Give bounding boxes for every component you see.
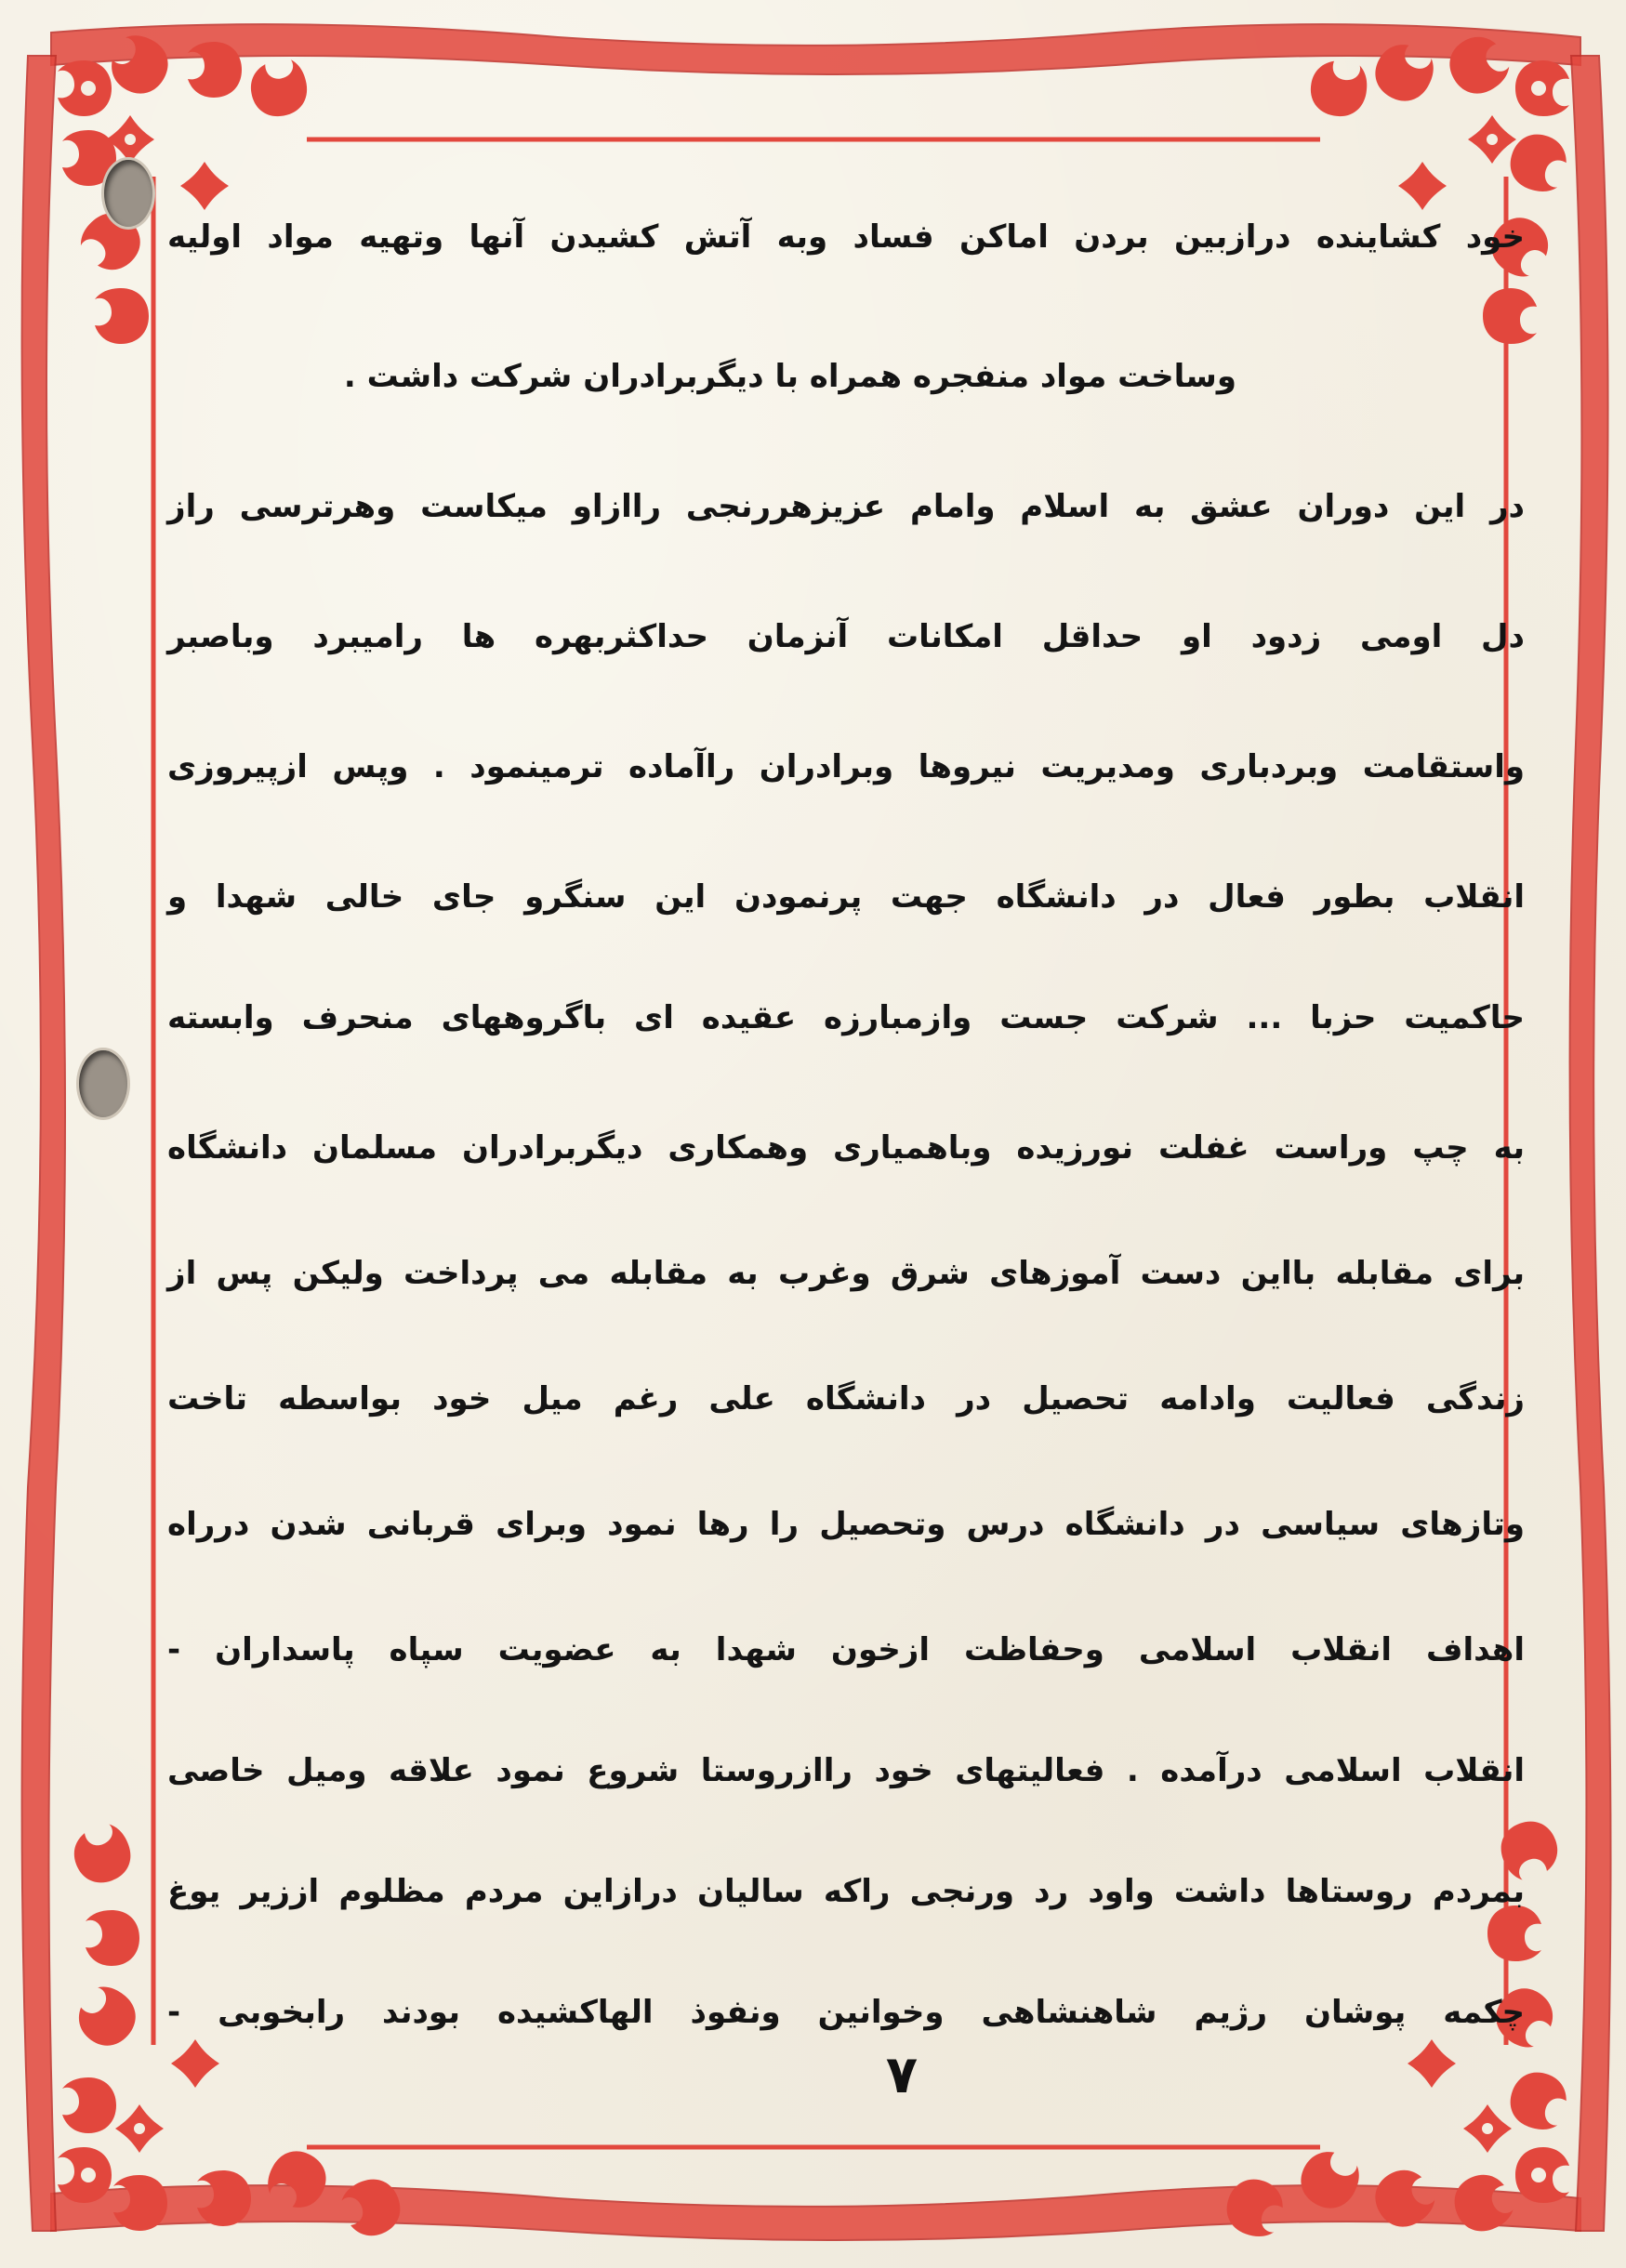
text-line: خود کشاینده درازبین بردن اماکن فساد وبه آتش کشیدن آنها وتهیه مواد اولیه xyxy=(167,218,1525,256)
text-line: حاکمیت حزبا ... شرکت جست وازمبارزه عقیده ای باگروههای منحرف وابسته xyxy=(167,999,1525,1036)
text-line: دل اومی زدود او حداقل امکانات آنزمان حداکثربهره ها رامیبرد وباصبر xyxy=(167,618,1525,655)
punch-hole-top xyxy=(104,160,152,227)
text-line: بمردم روستاها داشت واود رد ورنجی راکه سالیان درازاین مردم مظلوم اززیر یوغ xyxy=(167,1873,1525,1910)
punch-hole-middle xyxy=(79,1050,127,1117)
text-line: انقلاب اسلامی درآمده . فعالیتهای خود راازروستا شروع نمود علاقه ومیل خاصی xyxy=(167,1752,1525,1789)
text-line: به چپ وراست غفلت نورزیده وباهمیاری وهمکاری دیگربرادران مسلمان دانشگاه xyxy=(167,1129,1525,1167)
page-number: ۷ xyxy=(885,2045,919,2105)
text-line: زندگی فعالیت وادامه تحصیل در دانشگاه علی رغم میل خود بواسطه تاخت xyxy=(167,1380,1525,1418)
text-line: وساخت مواد منفجره همراه با دیگربرادران شرکت داشت . xyxy=(343,358,1236,395)
text-line: انقلاب بطور فعال در دانشگاه جهت پرنمودن این سنگرو جای خالی شهدا و xyxy=(167,878,1525,916)
text-line: واستقامت وبردباری ومدیریت نیروها وبرادران راآماده ترمینمود . وپس ازپیروزی xyxy=(167,748,1525,785)
text-line: برای مقابله بااین دست آموزهای شرق وغرب به مقابله می پرداخت ولیکن پس از xyxy=(167,1255,1525,1292)
text-line: چکمه پوشان رژیم شاهنشاهی وخوانین ونفوذ الهاکشیده بودند رابخوبی - xyxy=(167,1994,1525,2031)
text-line: وتازهای سیاسی در دانشگاه درس وتحصیل را رها نمود وبرای قربانی شدن درراه xyxy=(167,1506,1525,1543)
text-line: اهداف انقلاب اسلامی وحفاظت ازخون شهدا به عضویت سپاه پاسداران - xyxy=(167,1631,1525,1668)
text-line: در این دوران عشق به اسلام وامام عزیزهررنجی راازاو میکاست وهرترسی راز xyxy=(167,488,1525,525)
